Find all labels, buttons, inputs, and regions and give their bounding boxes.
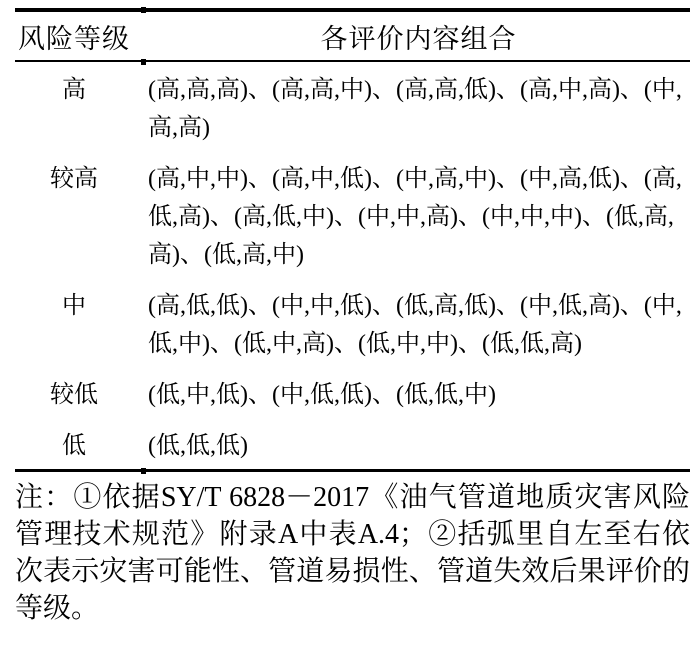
risk-level-cell: 中 (62, 293, 86, 319)
risk-level-cell: 较低 (50, 382, 98, 408)
table-row (0, 62, 699, 151)
table-body (0, 62, 699, 469)
combinations-cell: (高,高,高)、(高,高,中)、(高,高,低)、(高,中,高)、(中,高,高) (148, 77, 682, 141)
table-bottom-rule (15, 469, 690, 472)
risk-level-cell: 较高 (50, 166, 98, 192)
risk-level-cell: 高 (62, 77, 86, 103)
table-footnote: 注：①依据SY/T 6828－2017《油气管道地质灾害风险管理技术规范》附录A中表A.4；②括弧里自左至右依次表示灾害可能性、管道易损性、管道失效后果评价的等级。 (15, 482, 690, 624)
column-divider-tick (141, 468, 146, 474)
table-top-rule (15, 8, 690, 12)
combinations-cell: (高,低,低)、(中,中,低)、(低,高,低)、(中,低,高)、(中,低,中)、(低,中,高)、(低,中,中)、(低,低,高) (148, 293, 682, 357)
header-risk-level: 风险等级 (18, 23, 130, 54)
table-header-rule (15, 60, 690, 62)
risk-level-cell: 低 (62, 433, 86, 459)
table-row (0, 367, 699, 418)
combinations-cell: (低,低,低) (148, 433, 248, 459)
column-divider-tick (141, 7, 146, 13)
column-divider-tick (141, 59, 146, 65)
combinations-cell: (低,中,低)、(中,低,低)、(低,低,中) (148, 382, 496, 408)
header-evaluation-combinations: 各评价内容组合 (320, 23, 517, 54)
combinations-cell: (高,中,中)、(高,中,低)、(中,高,中)、(中,高,低)、(高,低,高)、(高,低,中)、(中,中,高)、(中,中,中)、(低,高,高)、(低,高,中) (148, 166, 682, 268)
table-row (0, 418, 699, 469)
table-row (0, 151, 699, 278)
table-row (0, 278, 699, 367)
table-header-row (0, 12, 699, 60)
